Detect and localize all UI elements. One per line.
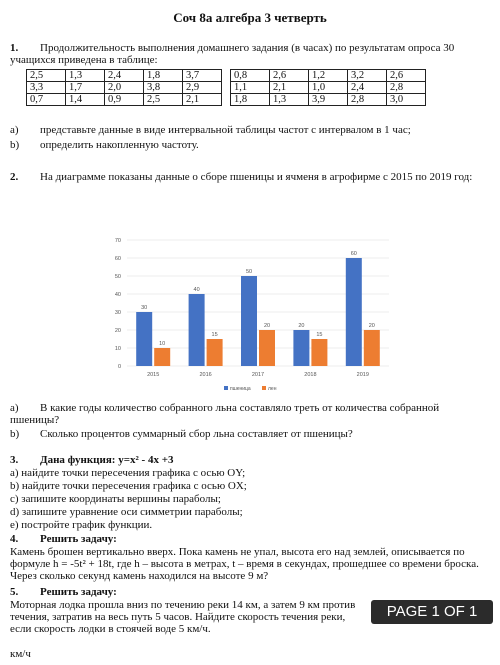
table-cell: 2,6 xyxy=(387,70,426,82)
bar xyxy=(241,276,257,366)
table-cell: 1,8 xyxy=(144,70,183,82)
data-label: 15 xyxy=(316,332,323,338)
task2-text: 2. На диаграмме показаны данные о сборе пшеницы и ячменя в агрофирме с 2015 по 2019 год: xyxy=(10,171,473,183)
task1-item-a: a) представьте данные в виде интервальной таблицы частот с интервалом в 1 час; xyxy=(10,124,411,136)
task5-number: 5. xyxy=(10,586,19,598)
page-indicator: PAGE 1 OF 1 xyxy=(371,600,493,624)
bar xyxy=(259,330,275,366)
table-cell: 1,7 xyxy=(66,82,105,94)
task4-head: 4. Решить задачу: xyxy=(10,533,117,545)
task4-text: Камень брошен вертикально вверх. Пока камень не упал, высота его над землей, описывается по формуле h = -5t² + 18t, где h – высота в метрах, t – время в секундах, прошедшее со времени броска. Через сколько секунд камень находился на высоте 9 м? xyxy=(10,546,479,582)
y-tick-label: 30 xyxy=(114,310,121,316)
page-title: Соч 8а алгебра 3 четверть xyxy=(173,10,327,25)
table-cell: 1,3 xyxy=(66,70,105,82)
x-tick-label: 2015 xyxy=(147,372,160,378)
data-label: 40 xyxy=(193,287,200,293)
table-cell: 2,9 xyxy=(183,82,222,94)
table-cell: 2,4 xyxy=(105,70,144,82)
task5-head: 5. Решить задачу: xyxy=(10,586,117,598)
bar xyxy=(154,348,170,366)
task1-item-b: b) определить накопленную частоту. xyxy=(10,139,199,151)
data-label: 10 xyxy=(159,341,166,347)
table-cell: 1,8 xyxy=(231,94,270,106)
task1-text: 1. Продолжительность выполнения домашнего задания (в часах) по результатам опроса 30 учащихся приведена в таблице: xyxy=(10,42,455,66)
table-cell: 0,7 xyxy=(27,94,66,106)
task3-item-c: c) запишите координаты вершины параболы; xyxy=(10,493,221,505)
table-cell: 0,8 xyxy=(231,70,270,82)
task3-number: 3. xyxy=(10,454,19,466)
y-tick-label: 20 xyxy=(114,328,121,334)
y-tick-label: 60 xyxy=(114,256,121,262)
task5-text: Моторная лодка прошла вниз по течению реки 14 км, а затем 9 км против течения, затратив на весь путь 5 часов. Найдите скорость течения реки, если скорость лодки в стоячей воде 5 км/ч. xyxy=(10,599,356,635)
table-cell: 2,8 xyxy=(387,82,426,94)
task3-item-b: b) найдите точки пересечения графика с осью OX; xyxy=(10,480,247,492)
table-row xyxy=(27,70,426,82)
bar xyxy=(293,330,309,366)
legend-label: лен xyxy=(268,386,277,392)
task4-number: 4. xyxy=(10,533,19,545)
data-label: 20 xyxy=(263,323,271,329)
x-tick-label: 2016 xyxy=(199,372,212,378)
y-tick-label: 50 xyxy=(114,274,121,280)
task3-item-d: d) запишите уравнение оси симметрии параболы; xyxy=(10,506,243,518)
x-tick-label: 2017 xyxy=(251,372,265,378)
bar xyxy=(346,258,362,366)
table-cell: 2,8 xyxy=(348,94,387,106)
task3-item-e: e) постройте график функции. xyxy=(10,519,153,531)
table-cell: 1,0 xyxy=(309,82,348,94)
data-label: 50 xyxy=(245,269,253,275)
table-cell: 2,0 xyxy=(105,82,144,94)
y-tick-label: 0 xyxy=(117,364,121,370)
table-cell: 3,3 xyxy=(27,82,66,94)
task3-head: 3. Дана функция: y=x² - 4x +3 xyxy=(10,454,174,466)
bar xyxy=(207,339,223,366)
data-label: 20 xyxy=(368,323,375,329)
data-label: 30 xyxy=(141,305,148,311)
bar-chart-svg xyxy=(105,232,395,392)
table-row xyxy=(27,82,426,94)
bar xyxy=(311,339,327,366)
data-label: 60 xyxy=(350,251,357,257)
bar xyxy=(189,294,205,366)
table-cell: 2,1 xyxy=(183,94,222,106)
y-tick-label: 10 xyxy=(114,346,121,352)
table-gap xyxy=(222,94,231,106)
table-cell: 2,5 xyxy=(144,94,183,106)
table-cell: 2,6 xyxy=(270,70,309,82)
table-cell: 3,9 xyxy=(309,94,348,106)
table-cell: 2,4 xyxy=(348,82,387,94)
bar xyxy=(364,330,380,366)
y-tick-label: 40 xyxy=(114,292,121,298)
task3-item-a: a) найдите точки пересечения графика с осью OY; xyxy=(10,467,246,479)
task2-item-b: b) Сколько процентов суммарный сбор льна составляет от пшеницы? xyxy=(10,428,353,440)
legend-label: пшеница xyxy=(230,386,251,392)
data-label: 15 xyxy=(211,332,218,338)
table-cell: 0,9 xyxy=(105,94,144,106)
bar-chart xyxy=(105,232,395,392)
table-gap xyxy=(222,82,231,94)
legend-swatch xyxy=(224,386,228,390)
table-cell: 1,1 xyxy=(231,82,270,94)
x-tick-label: 2018 xyxy=(304,372,317,378)
x-tick-label: 2019 xyxy=(356,372,369,378)
table-cell: 1,2 xyxy=(309,70,348,82)
table-cell: 2,1 xyxy=(270,82,309,94)
table-cell: 1,4 xyxy=(66,94,105,106)
table-cell: 2,5 xyxy=(27,70,66,82)
task2-number: 2. xyxy=(10,171,19,183)
data-label: 20 xyxy=(298,323,305,329)
table-cell: 3,2 xyxy=(348,70,387,82)
table-cell: 3,8 xyxy=(144,82,183,94)
task2-item-a: a) В какие годы количество собранного льна составляло треть от количества собранной пшеницы? xyxy=(10,402,440,426)
y-tick-label: 70 xyxy=(114,238,121,244)
table-cell: 1,3 xyxy=(270,94,309,106)
table-cell: 3,7 xyxy=(183,70,222,82)
data-table xyxy=(26,69,426,106)
bar xyxy=(136,312,152,366)
table-gap xyxy=(222,70,231,82)
task5-cut-line: км/ч xyxy=(10,648,31,660)
table-row xyxy=(27,94,426,106)
legend-swatch xyxy=(262,386,266,390)
task1-number: 1. xyxy=(10,42,19,54)
table-cell: 3,0 xyxy=(387,94,426,106)
